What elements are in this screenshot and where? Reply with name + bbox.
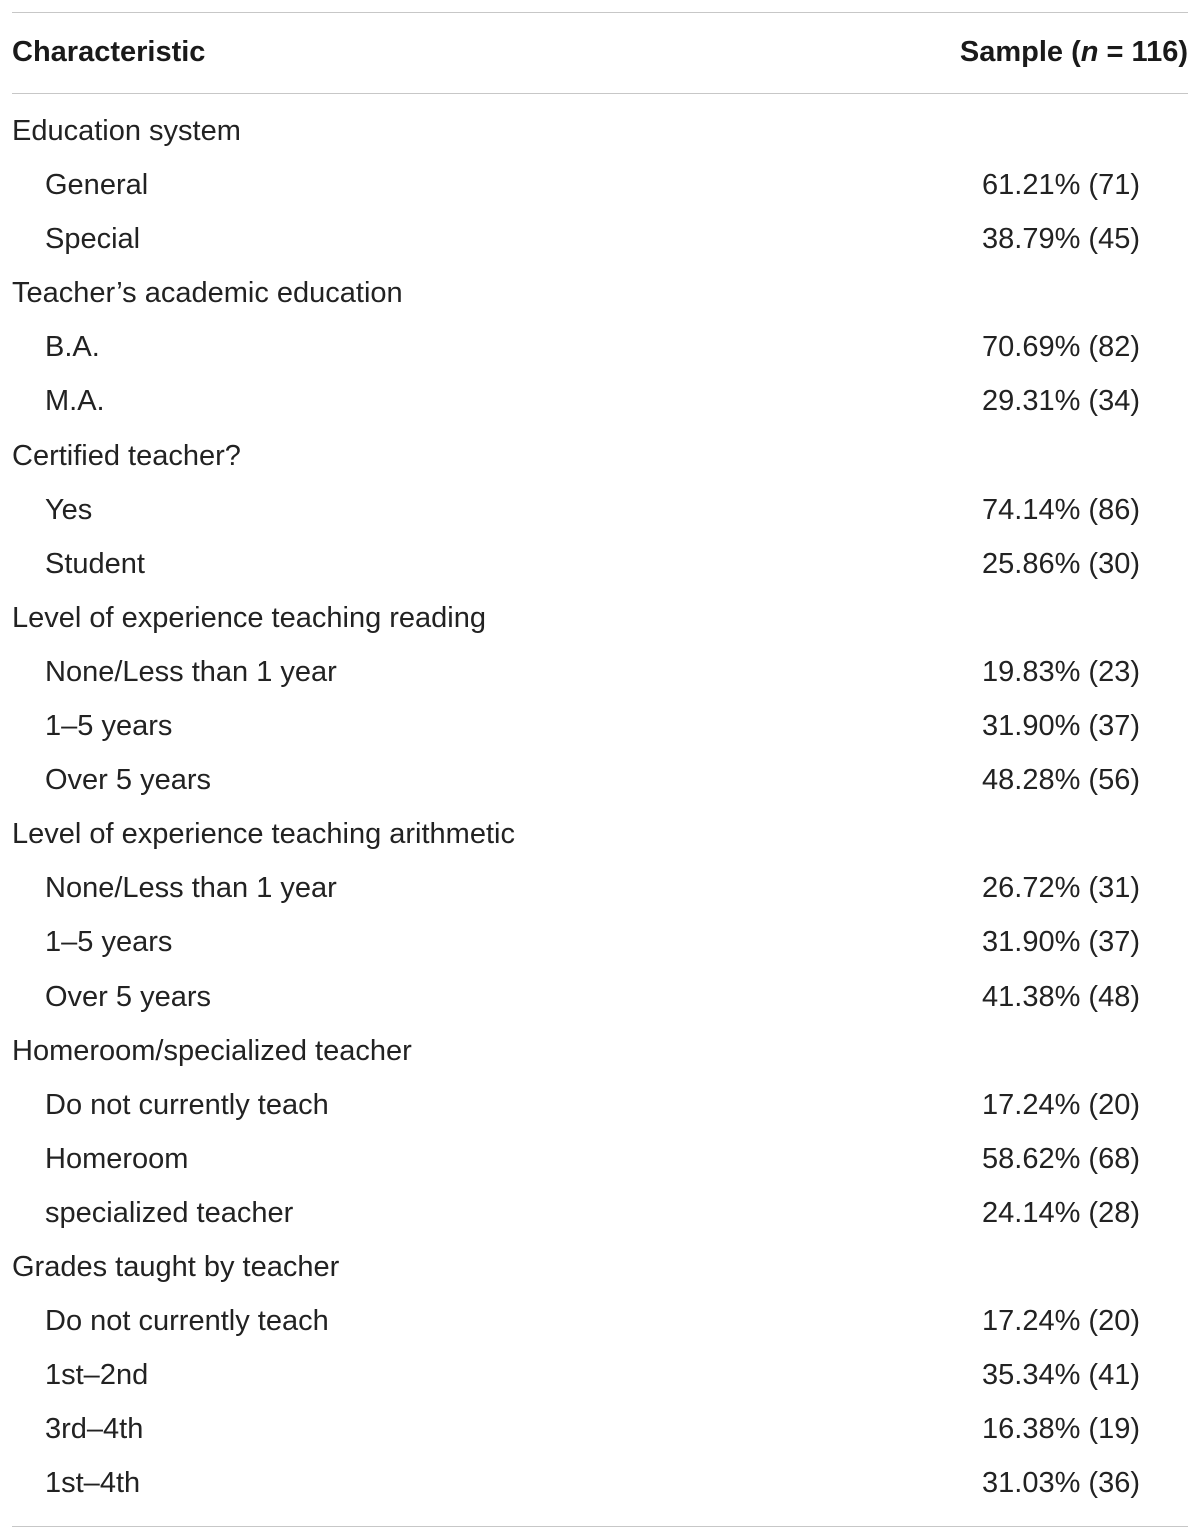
table-row <box>12 213 1188 267</box>
row-value: 31.03% (36) <box>982 1467 1140 1500</box>
row-label: Over 5 years <box>45 980 211 1013</box>
category-row <box>12 1025 1188 1079</box>
row-label: None/Less than 1 year <box>45 872 337 905</box>
row-label: specialized teacher <box>45 1196 294 1229</box>
header-characteristic: Characteristic <box>12 36 206 68</box>
category-label: Level of experience teaching arithmetic <box>12 818 515 851</box>
table-row <box>12 1349 1188 1403</box>
category-label: Grades taught by teacher <box>12 1250 340 1283</box>
category-label: Certified teacher? <box>12 439 241 472</box>
category-row <box>12 267 1188 321</box>
row-label: Student <box>45 547 145 580</box>
characteristics-table <box>12 12 1188 1511</box>
category-label: Level of experience teaching reading <box>12 601 486 634</box>
row-label: M.A. <box>45 385 105 418</box>
row-label: 1st–4th <box>45 1467 141 1500</box>
row-label: Do not currently teach <box>45 1305 329 1338</box>
table-row <box>12 646 1188 700</box>
row-value: 19.83% (23) <box>982 655 1140 688</box>
row-value: 31.90% (37) <box>982 710 1140 743</box>
table-row <box>12 916 1188 970</box>
row-label: 1st–2nd <box>45 1359 149 1392</box>
category-row <box>12 592 1188 646</box>
row-value: 26.72% (31) <box>982 872 1140 905</box>
row-value: 41.38% (48) <box>982 980 1140 1013</box>
table-row <box>12 862 1188 916</box>
category-label: Education system <box>12 115 241 147</box>
row-label: 3rd–4th <box>45 1413 144 1446</box>
table-row <box>12 321 1188 375</box>
row-value: 70.69% (82) <box>982 331 1140 364</box>
row-value: 25.86% (30) <box>982 547 1140 580</box>
table-row <box>12 1403 1188 1457</box>
row-value: 58.62% (68) <box>982 1142 1140 1175</box>
table-row <box>12 1133 1188 1187</box>
row-value: 31.90% (37) <box>982 926 1140 959</box>
row-label: Homeroom <box>45 1142 189 1175</box>
table-row <box>12 484 1188 538</box>
row-label: General <box>45 169 149 202</box>
row-value: 35.34% (41) <box>982 1359 1140 1392</box>
table-row <box>12 754 1188 808</box>
row-value: 24.14% (28) <box>982 1196 1140 1229</box>
row-label: None/Less than 1 year <box>45 655 337 688</box>
table-row <box>12 1295 1188 1349</box>
row-label: Special <box>45 223 141 256</box>
bottom-rule <box>12 1526 1188 1527</box>
table-row <box>12 971 1188 1025</box>
table-row <box>12 700 1188 754</box>
table-row <box>12 538 1188 592</box>
row-value: 61.21% (71) <box>982 169 1140 202</box>
row-label: Yes <box>45 493 93 526</box>
category-row <box>12 105 1188 159</box>
row-value: 74.14% (86) <box>982 493 1140 526</box>
header-sample-prefix: Sample ( <box>959 36 1081 68</box>
row-label: Over 5 years <box>45 764 211 797</box>
row-label: 1–5 years <box>45 926 173 959</box>
header-sample-suffix: = 116) <box>1098 36 1188 68</box>
table-row <box>12 1187 1188 1241</box>
row-value: 16.38% (19) <box>982 1413 1140 1446</box>
row-label: B.A. <box>45 331 100 364</box>
table-row <box>12 375 1188 429</box>
row-value: 48.28% (56) <box>982 764 1140 797</box>
table-header <box>12 13 1188 94</box>
category-row <box>12 430 1188 484</box>
header-sample-n: n <box>1080 36 1099 68</box>
category-label: Homeroom/specialized teacher <box>12 1034 412 1067</box>
table-row <box>12 159 1188 213</box>
header-sample <box>960 36 1188 69</box>
row-value: 17.24% (20) <box>982 1088 1140 1121</box>
category-row <box>12 808 1188 862</box>
row-value: 17.24% (20) <box>982 1305 1140 1338</box>
row-value: 38.79% (45) <box>982 223 1140 256</box>
table-row <box>12 1079 1188 1133</box>
row-value: 29.31% (34) <box>982 385 1140 418</box>
category-row <box>12 1241 1188 1295</box>
table-body <box>12 94 1188 1511</box>
table-row <box>12 1457 1188 1511</box>
category-label: Teacher’s academic education <box>12 277 403 310</box>
row-label: Do not currently teach <box>45 1088 329 1121</box>
row-label: 1–5 years <box>45 710 173 743</box>
